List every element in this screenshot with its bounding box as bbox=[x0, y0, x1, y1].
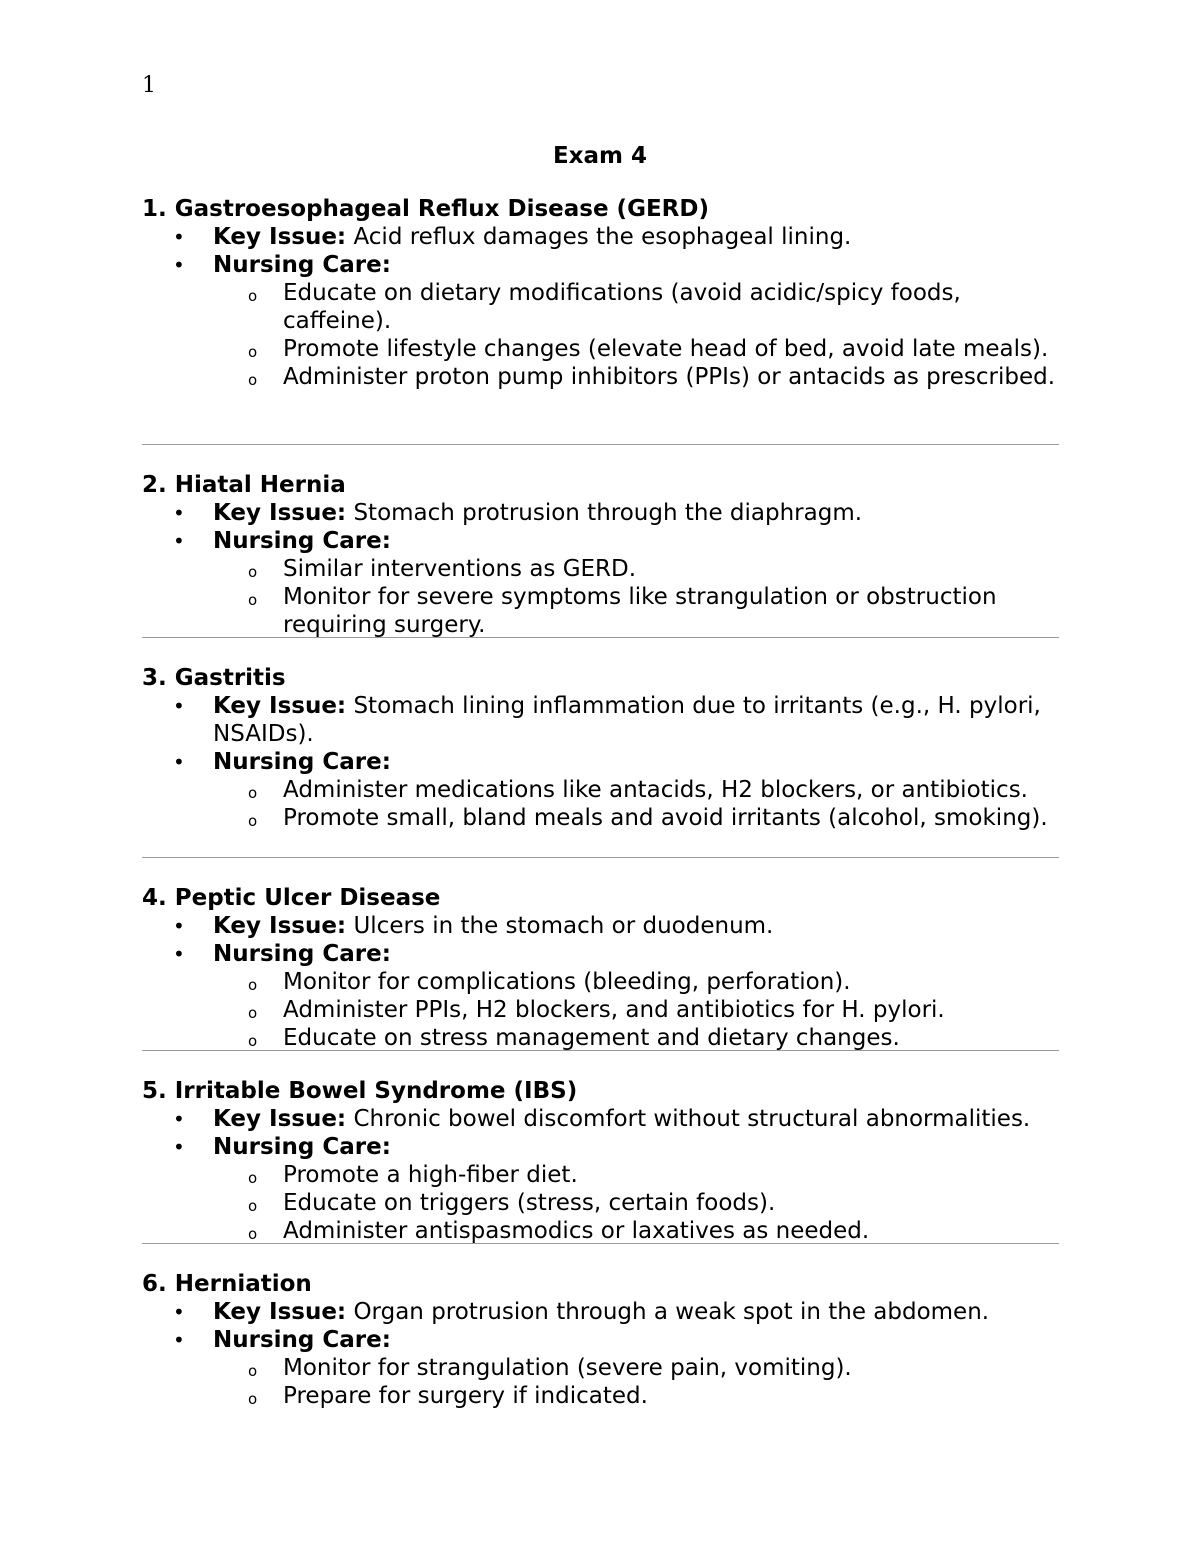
section-divider bbox=[142, 444, 1059, 445]
care-list-item bbox=[142, 1024, 1059, 1052]
section-gerd bbox=[142, 195, 1059, 391]
nursing-care-item bbox=[142, 1133, 1059, 1161]
care-item-text: Prepare for surgery if indicated. bbox=[283, 1383, 648, 1409]
key-issue-item bbox=[142, 223, 1059, 251]
key-issue-text: Acid reflux damages the esophageal lining. bbox=[346, 224, 852, 250]
care-list-item bbox=[142, 968, 1059, 996]
nursing-care-item bbox=[142, 940, 1059, 968]
key-issue-label: Key Issue: bbox=[213, 1299, 347, 1325]
care-list-item bbox=[142, 279, 1059, 335]
key-issue-text: Ulcers in the stomach or duodenum. bbox=[346, 913, 774, 939]
bullet-icon: • bbox=[173, 529, 185, 553]
page-number: 1 bbox=[142, 73, 156, 98]
section-ibs bbox=[142, 1077, 1059, 1245]
section-heading: 2. Hiatal Hernia bbox=[142, 472, 346, 498]
care-item-text: Promote a high-fiber diet. bbox=[283, 1162, 578, 1188]
section-divider bbox=[142, 637, 1059, 638]
nursing-care-item bbox=[142, 527, 1059, 555]
care-item-text: Monitor for strangulation (severe pain, vomiting). bbox=[283, 1355, 852, 1381]
section-peptic-ulcer bbox=[142, 884, 1059, 1052]
sub-bullet-icon: o bbox=[248, 591, 258, 609]
section-gastritis bbox=[142, 664, 1059, 832]
sub-bullet-icon: o bbox=[248, 784, 258, 802]
sub-bullet-icon: o bbox=[248, 1169, 258, 1187]
care-list-item bbox=[142, 1217, 1059, 1245]
key-issue-label: Key Issue: bbox=[213, 693, 347, 719]
key-issue-item bbox=[142, 1298, 1059, 1326]
section-heading: 3. Gastritis bbox=[142, 665, 286, 691]
care-list-item bbox=[142, 1354, 1059, 1382]
care-list-item bbox=[142, 804, 1059, 832]
page-title: Exam 4 bbox=[552, 143, 648, 169]
key-issue-label: Key Issue: bbox=[213, 500, 347, 526]
sub-bullet-icon: o bbox=[248, 1197, 258, 1215]
sub-bullet-icon: o bbox=[248, 1004, 258, 1022]
key-issue-text: Stomach protrusion through the diaphragm. bbox=[346, 500, 863, 526]
bullet-icon: • bbox=[173, 1135, 185, 1159]
sub-bullet-icon: o bbox=[248, 1225, 258, 1243]
bullet-icon: • bbox=[173, 1328, 185, 1352]
section-divider bbox=[142, 1243, 1059, 1244]
care-list-item bbox=[142, 996, 1059, 1024]
sub-bullet-icon: o bbox=[248, 1390, 258, 1408]
nursing-care-label: Nursing Care: bbox=[213, 1134, 391, 1160]
section-divider bbox=[142, 857, 1059, 858]
bullet-icon: • bbox=[173, 1107, 185, 1131]
section-heading: 1. Gastroesophageal Reflux Disease (GERD) bbox=[142, 196, 709, 222]
sub-bullet-icon: o bbox=[248, 1362, 258, 1380]
section-heading: 6. Herniation bbox=[142, 1271, 312, 1297]
sub-bullet-icon: o bbox=[248, 287, 258, 305]
care-item-text: Administer proton pump inhibitors (PPIs) or antacids as prescribed. bbox=[283, 364, 1056, 390]
sub-bullet-icon: o bbox=[248, 812, 258, 830]
key-issue-item bbox=[142, 499, 1059, 527]
sub-bullet-icon: o bbox=[248, 1032, 258, 1050]
care-item-text: Monitor for severe symptoms like strangulation or obstruction requiring surgery. bbox=[283, 584, 997, 638]
key-issue-item bbox=[142, 912, 1059, 940]
care-list-item bbox=[142, 335, 1059, 363]
key-issue-label: Key Issue: bbox=[213, 1106, 347, 1132]
care-item-text: Similar interventions as GERD. bbox=[283, 556, 637, 582]
bullet-icon: • bbox=[173, 501, 185, 525]
sub-bullet-icon: o bbox=[248, 563, 258, 581]
bullet-icon: • bbox=[173, 253, 185, 277]
care-list-item bbox=[142, 363, 1059, 391]
bullet-icon: • bbox=[173, 750, 185, 774]
care-list-item bbox=[142, 583, 1059, 639]
key-issue-text: Stomach lining inflammation due to irritants (e.g., H. pylori, NSAIDs). bbox=[213, 693, 1041, 747]
bullet-icon: • bbox=[173, 914, 185, 938]
nursing-care-label: Nursing Care: bbox=[213, 749, 391, 775]
care-item-text: Promote small, bland meals and avoid irritants (alcohol, smoking). bbox=[283, 805, 1048, 831]
nursing-care-item bbox=[142, 1326, 1059, 1354]
care-item-text: Administer antispasmodics or laxatives as needed. bbox=[283, 1218, 870, 1244]
bullet-icon: • bbox=[173, 1300, 185, 1324]
care-item-text: Educate on stress management and dietary changes. bbox=[283, 1025, 900, 1051]
key-issue-text: Organ protrusion through a weak spot in the abdomen. bbox=[346, 1299, 990, 1325]
care-item-text: Educate on triggers (stress, certain foods). bbox=[283, 1190, 776, 1216]
section-herniation bbox=[142, 1270, 1059, 1410]
care-item-text: Promote lifestyle changes (elevate head of bed, avoid late meals). bbox=[283, 336, 1049, 362]
key-issue-text: Chronic bowel discomfort without structural abnormalities. bbox=[346, 1106, 1031, 1132]
care-item-text: Monitor for complications (bleeding, perforation). bbox=[283, 969, 851, 995]
nursing-care-item bbox=[142, 251, 1059, 279]
care-item-text: Educate on dietary modifications (avoid acidic/spicy foods, caffeine). bbox=[283, 280, 961, 334]
bullet-icon: • bbox=[173, 225, 185, 249]
key-issue-label: Key Issue: bbox=[213, 913, 347, 939]
key-issue-item bbox=[142, 1105, 1059, 1133]
care-item-text: Administer medications like antacids, H2 blockers, or antibiotics. bbox=[283, 777, 1028, 803]
sub-bullet-icon: o bbox=[248, 371, 258, 389]
care-item-text: Administer PPIs, H2 blockers, and antibiotics for H. pylori. bbox=[283, 997, 945, 1023]
section-heading: 4. Peptic Ulcer Disease bbox=[142, 885, 441, 911]
care-list-item bbox=[142, 555, 1059, 583]
bullet-icon: • bbox=[173, 694, 185, 718]
section-divider bbox=[142, 1050, 1059, 1051]
nursing-care-label: Nursing Care: bbox=[213, 941, 391, 967]
key-issue-label: Key Issue: bbox=[213, 224, 347, 250]
care-list-item bbox=[142, 1189, 1059, 1217]
sub-bullet-icon: o bbox=[248, 343, 258, 361]
care-list-item bbox=[142, 1382, 1059, 1410]
nursing-care-item bbox=[142, 748, 1059, 776]
key-issue-item bbox=[142, 692, 1059, 748]
nursing-care-label: Nursing Care: bbox=[213, 1327, 391, 1353]
nursing-care-label: Nursing Care: bbox=[213, 528, 391, 554]
care-list-item bbox=[142, 776, 1059, 804]
bullet-icon: • bbox=[173, 942, 185, 966]
care-list-item bbox=[142, 1161, 1059, 1189]
sub-bullet-icon: o bbox=[248, 976, 258, 994]
nursing-care-label: Nursing Care: bbox=[213, 252, 391, 278]
section-heading: 5. Irritable Bowel Syndrome (IBS) bbox=[142, 1078, 578, 1104]
section-hiatal-hernia bbox=[142, 471, 1059, 639]
